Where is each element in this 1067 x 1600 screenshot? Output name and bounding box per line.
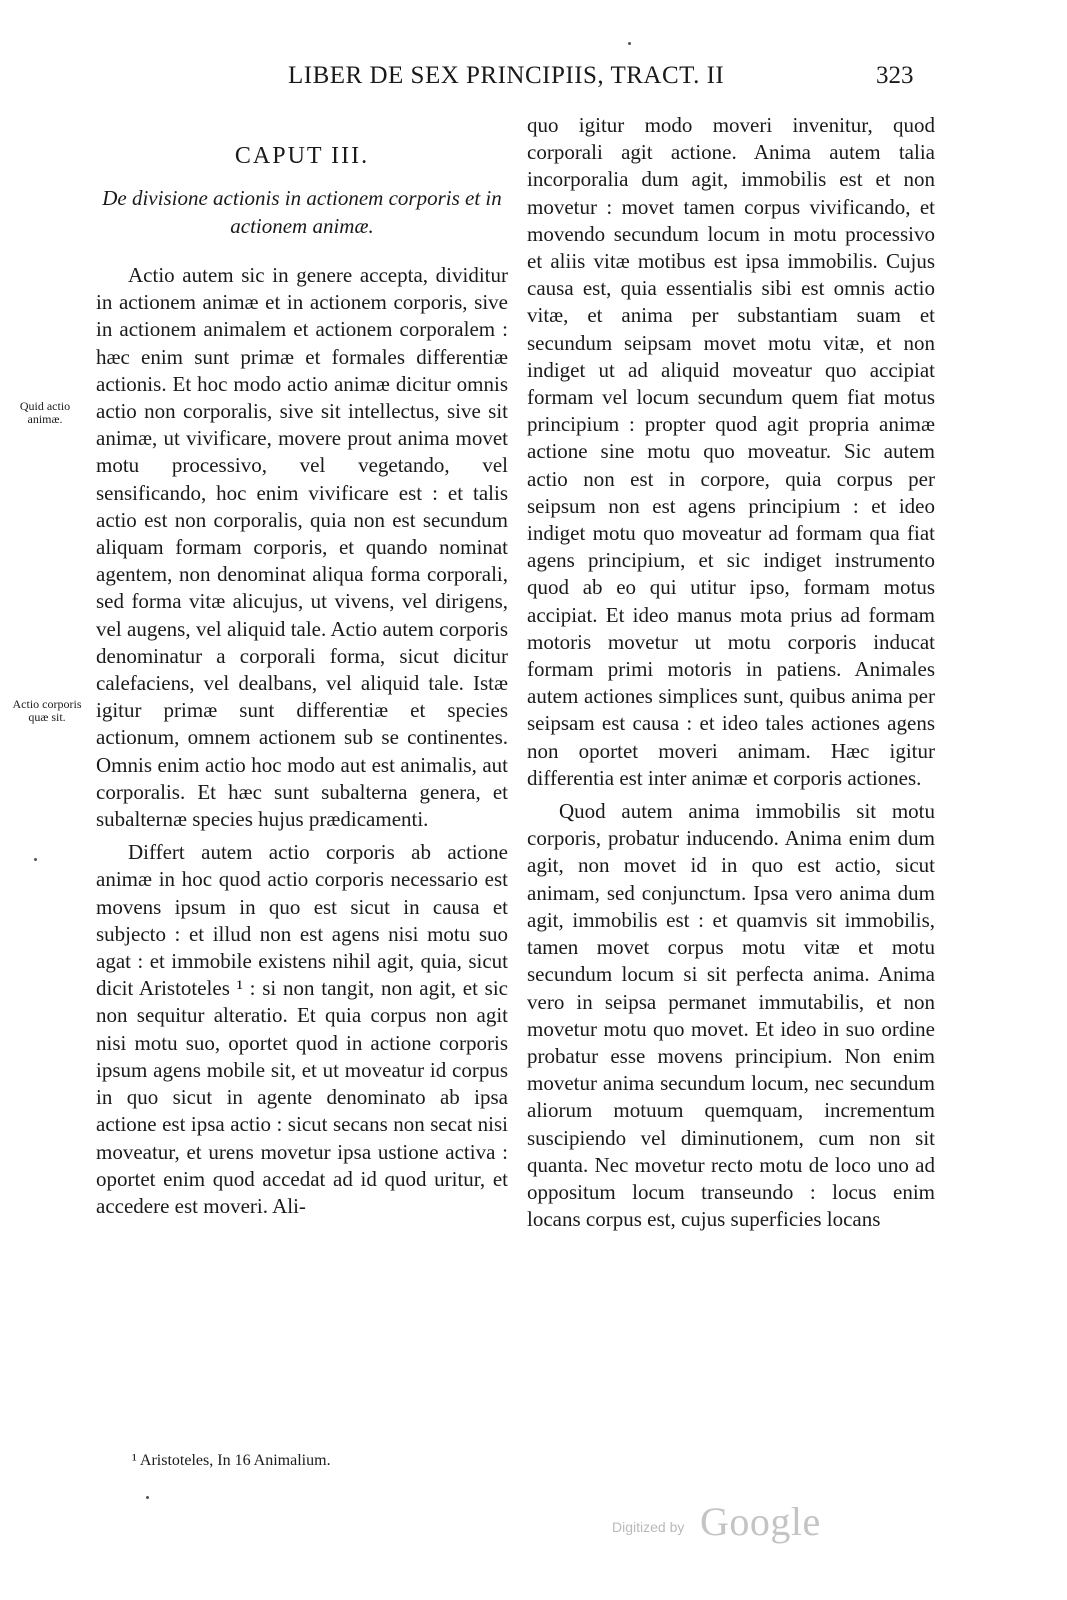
google-logo: Google xyxy=(700,1499,821,1544)
chapter-title: CAPUT III. xyxy=(234,143,370,169)
left-column xyxy=(96,143,508,1220)
ink-speck xyxy=(34,858,37,861)
paragraph: quo igitur modo moveri invenitur, quod corporali agit actione. Anima autem talia incorporalia dum agit, immobilis est et non movetur : movet tamen corpus vivificando, et movendo secundum locum in motu processivo et aliis vitæ motibus est ipsa immobilis. Cujus causa est, quia essentialis sibi est omnis actio vitæ, et anima per substantiam suam et secundum seipsam movet motu vitæ, et non indiget ut ad aliquid moveatur quo accipiat formam vel locum secundum quem fiat motus principium : propter quod agit propria animæ actione sine motu quo moveatur. Sic autem actio non est in corpore, quia corpus per seipsum non est agens principium : et ideo indiget motu quo moveatur ad formam qua fiat agens principium, et sic indiget instrumento quod ab eo qui utitur ipso, formam motus accipiat. Et ideo manus mota prius ad formam motoris movetur ut motu corporis inducat formam primi motoris in patiens. Animales autem actiones simplices sunt, quibus anima per seipsam est causa : et ideo tales actiones agens non oportet moveri animam. Hæc igitur differentia est inter animæ et corporis actiones. xyxy=(527,113,935,790)
right-column xyxy=(527,112,935,1233)
footnote: ¹ Aristoteles, In 16 Animalium. xyxy=(132,1452,331,1469)
page-number: 323 xyxy=(876,62,914,89)
ink-speck xyxy=(146,1496,149,1499)
ink-speck xyxy=(628,42,631,45)
chapter-subtitle: De divisione actionis in actionem corporis et in actionem animæ. xyxy=(102,186,502,238)
marginal-note: Actio corporis quæ sit. xyxy=(12,697,82,724)
digitized-by-label: Digitized by xyxy=(612,1519,685,1535)
digitized-watermark xyxy=(612,1498,832,1548)
running-title: LIBER DE SEX PRINCIPIIS, TRACT. II xyxy=(288,62,725,89)
paragraph: Differt autem actio corporis ab actione animæ in hoc quod actio corporis necessario est movens ipsum in quo est sicut in causa et subjecto : et illud non est agens nisi motu suo agat : et immobile existens nihil agit, quia, sicut dicit Aristoteles ¹ : si non tangit, non agit, et sic non sequitur alteratio. Et quia corpus non agit nisi motu suo, oportet quod in actione corporis ipsum agens mobile sit, et ut moveatur id corpus in quo sicut in agente denominato ab ipsa actione est ipsa actio : sicut secans non secat nisi moveatur, et urens movetur ipsa ustione activa : oportet enim quod accedat ad id quod uritur, et accedere est moveri. Ali- xyxy=(96,840,508,1218)
paragraph: Actio autem sic in genere accepta, dividitur in actionem animæ et in actionem corporis, sive in actionem animalem et actionem corporalem : hæc enim sunt primæ et formales differentiæ actionis. Et hoc modo actio animæ dicitur omnis actio non corporalis, sive sit intellectus, sive sit animæ, ut vivificare, movere prout anima movet motu processivo, vel vegetando, vel sensificando, hoc enim vivificare est : et talis actio est non corporalis, quia non est secundum aliquam formam corporis, et quando nominat agentem, non denominat aliqua forma corporali, sed forma vitæ alicujus, ut vivens, vel dirigens, vel augens, vel aliquid tale. Actio autem corporis denominatur a corporali forma, sicut dicitur calefaciens, vel dealbans, vel aliquid tale. Istæ igitur primæ sunt differentiæ et species actionum, omnem actionem sub se continentes. Omnis enim actio hoc modo aut est animalis, aut corporalis. Et hæc sunt subalterna genera, et subalternæ species hujus prædicamenti. xyxy=(96,263,508,832)
marginal-note: Quid actio animæ. xyxy=(19,399,71,426)
paragraph: Quod autem anima immobilis sit motu corporis, probatur inducendo. Anima enim dum agit, non movet id in quo est actio, sicut animam, sed conjunctum. Ipsa vero anima dum agit, immobilis est : et quamvis sit immobilis, tamen movet corpus motu vitæ et motu secundum locum si sit perfecta anima. Anima vero in seipsa permanet immutabilis, et non movetur motu quo movet. Et ideo in suo ordine probatur esse movens principium. Non enim movetur anima secundum locum, nec secundum aliorum motuum quemquam, incrementum suscipiendo vel diminutionem, cum non sit quanta. Nec movetur recto motu de loco uno ad oppositum locum transeundo : locus enim locans corpus est, cujus superficies locans xyxy=(527,799,935,1232)
